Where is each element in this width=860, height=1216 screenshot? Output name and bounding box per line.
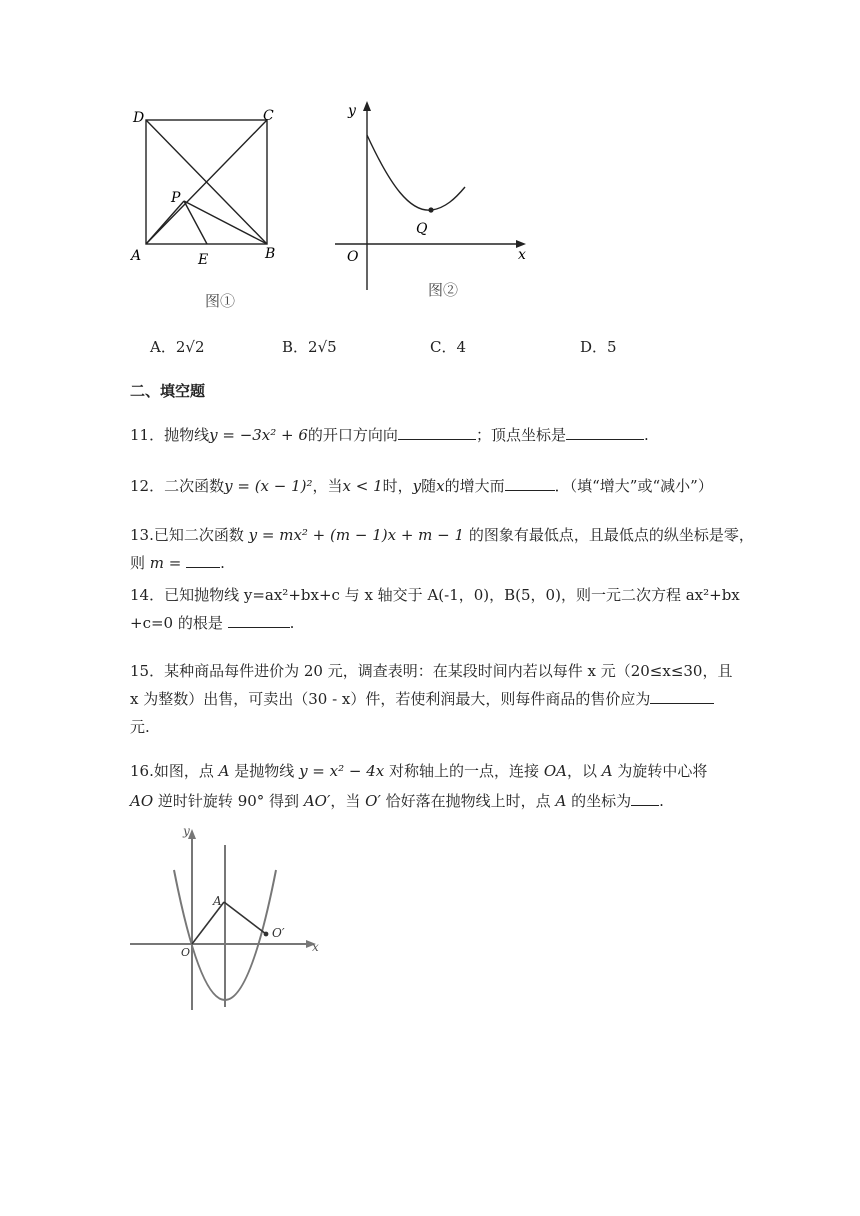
question-12: 12．二次函数y = (x − 1)²，当x < 1时，y随x的增大而 ．（填“增大”或“减小”） bbox=[130, 477, 713, 495]
option-c-value: 4 bbox=[456, 338, 467, 356]
axis-label-x: x bbox=[518, 247, 526, 263]
point-label-Q: Q bbox=[416, 221, 428, 237]
question-14-line-2: +c=0 的根是 . bbox=[130, 614, 295, 632]
figure-3-parabola bbox=[130, 825, 330, 1015]
question-11: 11．抛物线y = −3x² + 6的开口方向向 ；顶点坐标是 . bbox=[130, 426, 649, 444]
question-15: 15．某种商品每件进价为 20 元，调查表明：在某段时间内若以每件 x 元（20≤x≤30，且 bbox=[130, 662, 733, 680]
point-label-P: P bbox=[171, 190, 181, 206]
answer-blank-13[interactable] bbox=[186, 553, 220, 568]
question-13-line-2: 则 m = . bbox=[130, 554, 225, 572]
question-13: 13.已知二次函数 y = mx² + (m − 1)x + m − 1 的图象有最低点，且最低点的纵坐标是零， bbox=[130, 526, 754, 544]
option-c[interactable] bbox=[430, 336, 466, 357]
figure-2-graph bbox=[330, 95, 535, 295]
point-label-E: E bbox=[198, 252, 209, 268]
option-a[interactable] bbox=[150, 336, 205, 357]
option-b[interactable] bbox=[282, 336, 337, 357]
point-label-A: A bbox=[131, 248, 142, 264]
option-d[interactable] bbox=[580, 336, 617, 357]
axis-label-y: y bbox=[348, 103, 356, 119]
answer-blank-14[interactable] bbox=[228, 613, 290, 628]
option-c-label: C． bbox=[430, 338, 457, 356]
point-label-A-3: A bbox=[213, 894, 222, 908]
option-b-label: B． bbox=[282, 338, 309, 356]
figure-1-caption: 图① bbox=[205, 292, 236, 310]
answer-blank-16[interactable] bbox=[631, 791, 659, 806]
answer-blank-12[interactable] bbox=[505, 476, 555, 491]
point-label-C: C bbox=[263, 108, 274, 124]
origin-label-3: O bbox=[181, 946, 191, 959]
answer-blank-11a[interactable] bbox=[398, 425, 476, 440]
axis-label-x-3: x bbox=[312, 940, 319, 954]
section-title: 二、填空题 bbox=[130, 382, 206, 400]
question-16-line-2: AO 逆时针旋转 90° 得到 AO′，当 O′ 恰好落在抛物线上时，点 A 的坐标为 . bbox=[130, 792, 664, 810]
axis-label-y-3: y bbox=[183, 825, 190, 838]
origin-label: O bbox=[347, 249, 359, 265]
answer-blank-15[interactable] bbox=[650, 689, 714, 704]
option-d-value: 5 bbox=[607, 338, 617, 356]
option-a-label: A． bbox=[150, 338, 176, 356]
figure-1-square bbox=[125, 100, 295, 270]
option-d-label: D． bbox=[580, 338, 608, 356]
option-a-value: 2√2 bbox=[175, 338, 205, 356]
question-15-line-3: 元. bbox=[130, 718, 150, 736]
question-14: 14．已知抛物线 y=ax²+bx+c 与 x 轴交于 A(-1，0)，B(5，0)，则一元二次方程 ax²+bx bbox=[130, 586, 740, 604]
question-15-line-2: x 为整数）出售，可卖出（30 - x）件，若使利润最大，则每件商品的售价应为 bbox=[130, 688, 714, 710]
figure-2-caption: 图② bbox=[428, 281, 459, 299]
option-b-value: 2√5 bbox=[308, 338, 337, 356]
point-label-B: B bbox=[265, 246, 276, 262]
point-label-D: D bbox=[133, 110, 145, 126]
question-16: 16.如图，点 A 是抛物线 y = x² − 4x 对称轴上的一点，连接 OA，以 A 为旋转中心将 bbox=[130, 762, 708, 780]
point-label-O-prime: O′ bbox=[272, 926, 285, 940]
answer-blank-11b[interactable] bbox=[566, 425, 644, 440]
